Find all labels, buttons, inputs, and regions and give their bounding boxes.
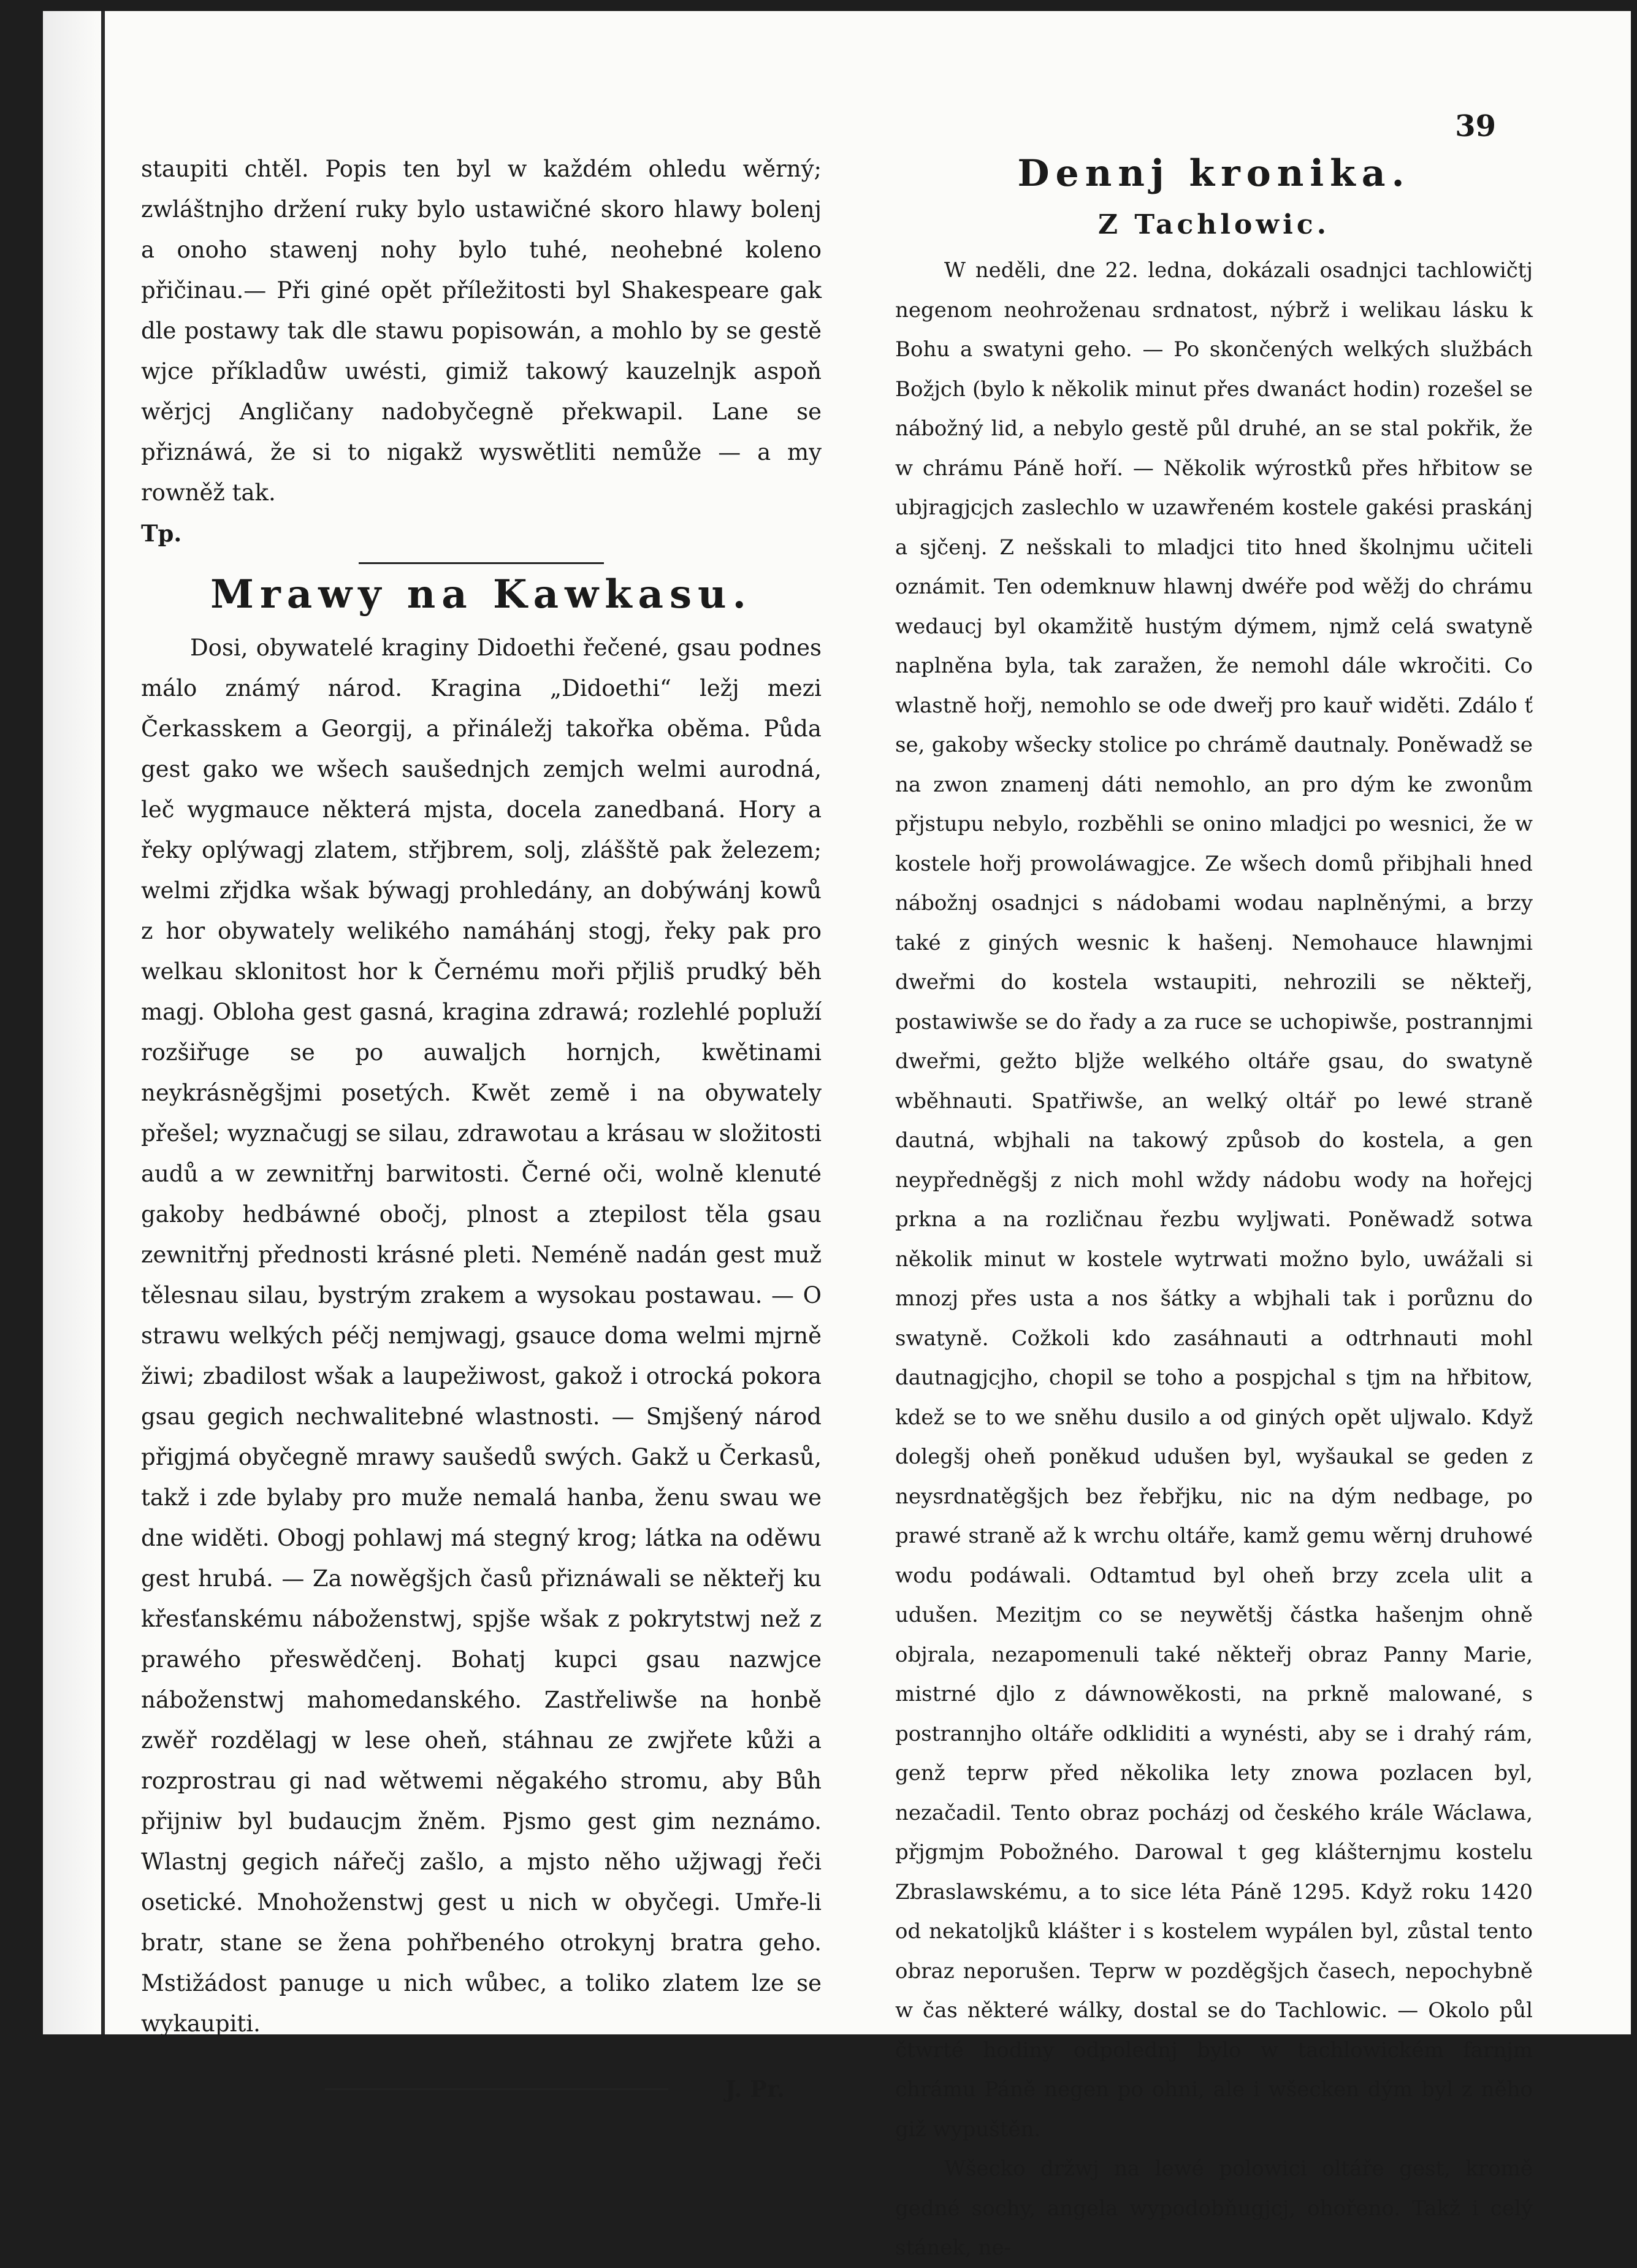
page-number: 39 xyxy=(1455,109,1496,143)
scanned-page xyxy=(43,11,1631,2260)
article-divider xyxy=(359,562,604,564)
signature-row xyxy=(141,2069,822,2109)
page-edge-shadow xyxy=(43,11,105,2034)
section-paragraph-mrawy: Dosi, obywatelé kraginy Didoethi řečené, gsau podnes málo známý národ. Kragina „Didoethi“ ležj mezi Čerkasskem a Georgij, a přináležj takořka oběma. Půda gest gako we wšech saušednjch zemjch welmi aurodná, leč wygmauce některá mjsta, docela zanedbaná. Hory a řeky oplýwagj zlatem, střjbrem, solj, zlášště pak železem; welmi zřjdka wšak býwagj prohledány, an dobýwánj kowů z hor obywately welikého namáhánj stogj, řeky pak pro welkau sklonitost hor k Černému moři přjliš prudký běh magj. Obloha gest gasná, kragina zdrawá; rozlehlé popluží rozšiřuge se po auwaljch hornjch, kwětinami neykrásněgšjmi posetých. Kwět země i na obywately přešel; wyznačugj se silau, zdrawotau a krásau w složitosti audů a w zewnitřnj barwitosti. Černé oči, wolně klenuté gakoby hedbáwné obočj, plnost a ztepilost těla gsau zewnitřnj přednosti krásné pleti. Neméně nadán gest muž tělesnau silau, bystrým zrakem a wysokau postawau. — O strawu welkých péčj nemjwagj, gsauce doma welmi mjrně žiwi; zbadilost wšak a laupežiwost, gakož i otrocká pokora gsau gegich nechwalitebné wlastnosti. — Smjšený národ přigjmá obyčegně mrawy saušedů swých. Gakž u Čerkasů, takž i zde bylaby pro muže nemalá hanba, ženu swau we dne widěti. Obogj pohlawj má stegný krog; látka na oděwu gest hrubá. — Za nowěgšjch časů přiznáwali se někteřj ku křesťanskému náboženstwj, spjše wšak z pokrytstwj než z prawého přeswědčenj. Bohatj kupci gsau nazwjce náboženstwj mahomedanského. Zastřeliwše na honbě zwěř rozdělagj w lese oheň, stáhnau ze zwjřete kůži a rozprostrau gi nad wětwemi něgakého stromu, aby Bůh přijniw byl budaucjm žněm. Pjsmo gest gim neznámo. Wlastnj gegich nářečj zašlo, a mjsto něho užjwagj řeči osetické. Mnohoženstwj gest u nich w obyčegi. Umře-li bratr, stane se žena pohřbeného otrokynj bratra geho. Mstižádost panuge u nich wůbec, a toliko zlatem lze se wykaupiti. xyxy=(141,635,822,2037)
article-signature-tp: Tp. xyxy=(141,520,182,547)
section-subtitle-tachlowic: Z Tachlowic. xyxy=(1097,209,1330,240)
continued-paragraph: staupiti chtěl. Popis ten byl w každém ohledu wěrný; zwláštnjho držení ruky bylo ustawičné skoro hlawy bolenj a onoho stawenj nohy bylo tuhé, neohebné koleno přičinau.— Při giné opět příležitosti byl Shakespeare gak dle postawy tak dle stawu popisowán, a mohlo by se gestě wjce příkladůw uwésti, gimiž takowý kauzelnjk aspoň wěrjcj Angličany nadobyčegně překwapil. Lane se přiznáwá, že si to nigakž wyswětliti nemůže — a my rowněž tak. xyxy=(141,156,822,506)
end-divider xyxy=(325,2088,668,2090)
section-title-kronika: Dennj kronika. xyxy=(1017,152,1411,195)
kronika-paragraph-2: Wšecko držwj na lewé polowici oltáře gest, kromě gedné sochy, angela wypodobňugjcj, ohořeno. Takž i celý stánek, ne- xyxy=(895,2156,1533,2260)
right-column xyxy=(895,149,1533,2268)
left-column xyxy=(141,149,822,2109)
article-signature-jpr: J. Pr. xyxy=(725,2075,785,2102)
section-title-mrawy: Mrawy na Kawkasu. xyxy=(210,571,752,617)
kronika-paragraph-1: W neděli, dne 22. ledna, dokázali osadnjci tachlowičtj negenom neohroženau srdnatost, nýbrž i welikau lásku k Bohu a swatyni geho. — Po skončených welkých službách Božjch (bylo k několik minut přes dwanáct hodin) rozešel se nábožný lid, a nebylo gestě půl druhé, an se stal pokřik, že w chrámu Páně hoří. — Několik wýrostků přes hřbitow se ubjragjcjch zaslechlo w uzawřeném kostele gakési praskánj a sjčenj. Z nešskali to mladjci tito hned školnjmu učiteli oznámit. Ten odemknuw hlawnj dwéře pod wěžj do chrámu wedaucj byl okamžitě hustým dýmem, njmž celá swatyně naplněna byla, tak zaražen, že nemohl dále wkročiti. Co wlastně hořj, nemohlo se ode dweřj pro kauř widěti. Zdálo ť se, gakoby wšecky stolice po chrámě dautnaly. Poněwadž se na zwon znamenj dáti nemohlo, an pro dým ke zwonům přjstupu nebylo, rozběhli se onino mladjci po wesnici, že w kostele hořj prowoláwagjce. Ze wšech domů přibjhali hned nábožnj osadnjci s nádobami wodau naplněnými, a brzy také z giných wesnic k hašenj. Nemohauce hlawnjmi dweřmi do kostela wstaupiti, nehrozili se někteřj, postawiwše se do řady a za ruce se uchopiwše, postrannjmi dweřmi, gežto bljže welkého oltáře gsau, do swatyně wběhnauti. Spatřiwše, an welký oltář po lewé straně dautná, wbjhali na takowý způsob do kostela, a gen neypředněgšj z nich mohl wždy nádobu wody na hořejcj prkna a na rozličnau řezbu wyljwati. Poněwadž sotwa několik minut w kostele wytrwati možno bylo, uwážali si mnozj přes usta a nos šátky a wbjhali tak i porůznu do swatyně. Cožkoli kdo zasáhnauti a odtrhnauti mohl dautnagjcjho, chopil se toho a pospjchal s tjm na hřbitow, kdež se to we sněhu dusilo a od giných opět uljwalo. Když dolegšj oheň poněkud udušen byl, wyšaukal se geden z neysrdnatěgšjch bez řebřjku, nic na dým nedbage, po prawé straně až k wrchu oltáře, kamž gemu wěrnj druhowé wodu podáwali. Odtamtud byl oheň brzy zcela ulit a udušen. Mezitjm co se neywětšj částka hašenjm ohně objrala, nezapomenuli také někteřj obraz Panny Marie, mistrné djlo z dáwnowěkosti, na prkně malowané, s postrannjho oltáře odkliditi a wynésti, aby se i drahý rám, genž teprw před několika lety znowa pozlacen byl, nezačadil. Tento obraz pocházj od českého krále Wáclawa, přjgmjm Pobožného. Darowal t geg klášternjmu kostelu Zbraslawskému, a to sice léta Páně 1295. Když roku 1420 od nekatoljků klášter i s kostelem wypálen byl, zůstal tento obraz neporušen. Teprw w pozděgšjch časech, nepochybně w čas některé wálky, dostal se do Tachlowic. — Okolo půl čtwrté hodiny odpolednj bylo w tachlowickém farnjm chrámu Páně negen po ohni, ale i wšecken dým byl z něho giž wypuštěn. xyxy=(895,258,1533,2142)
